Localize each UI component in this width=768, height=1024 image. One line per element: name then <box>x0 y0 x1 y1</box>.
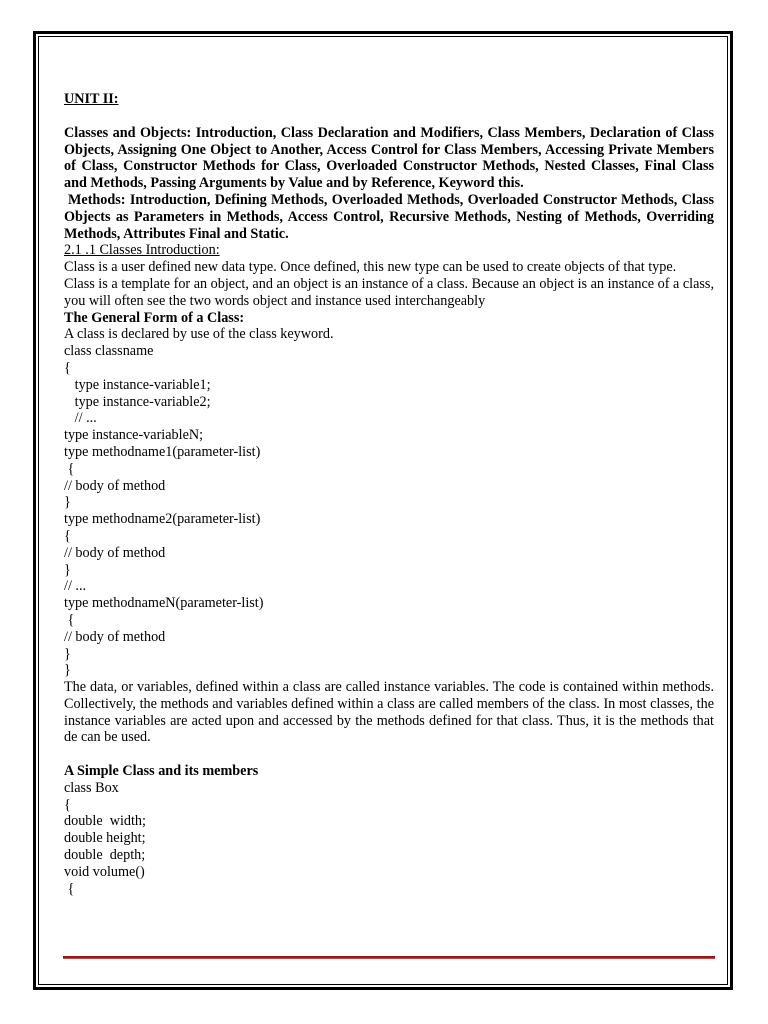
syllabus-classes: Classes and Objects: Introduction, Class Declaration and Modifiers, Class Members, Declaration of Class Objects, Assigning One Object to Another, Access Control for Class Members, Accessing Private Members of Class, Constructor Methods for Class, Overloaded Constructor Methods, Nested Classes, Final Class and Methods, Passing Arguments by Value and by Reference, Keyword this. <box>64 124 714 192</box>
code-line: } <box>64 662 71 679</box>
code-line: type instance-variable1; <box>64 376 211 393</box>
footer-rule <box>63 956 715 959</box>
code-line: // body of method <box>64 628 166 645</box>
code-line: // ... <box>64 578 87 595</box>
code-line: type methodname2(parameter-list) <box>64 511 261 528</box>
code-line: // body of method <box>64 544 166 561</box>
document-body <box>64 91 714 897</box>
code-line: } <box>64 561 71 578</box>
code-line: class Box <box>64 779 119 796</box>
code-line: double width; <box>64 813 146 830</box>
spacer <box>64 746 714 763</box>
code-line: } <box>64 645 71 662</box>
general-form-intro: A class is declared by use of the class keyword. <box>64 326 334 343</box>
code-line: class classname <box>64 343 154 360</box>
syllabus-methods: Methods: Introduction, Defining Methods, Overloaded Methods, Overloaded Constructor Methods, Class Objects as Parameters in Methods, Access Control, Recursive Methods, Nesting of Methods, Overriding Methods, Attributes Final and Static. <box>64 191 714 242</box>
code-line: { <box>64 460 75 477</box>
unit-title: UNIT II: <box>64 91 119 107</box>
code-line: type methodnameN(parameter-list) <box>64 595 264 612</box>
code-line: { <box>64 527 71 544</box>
code-line: type methodname1(parameter-list) <box>64 443 261 460</box>
section-title: 2.1 .1 Classes Introduction: <box>64 242 220 259</box>
code-line: { <box>64 611 75 628</box>
code-line: type instance-variableN; <box>64 427 204 444</box>
code-line: double height; <box>64 830 146 847</box>
code-line: // ... <box>64 410 97 427</box>
code-line: double depth; <box>64 847 146 864</box>
code-line: } <box>64 494 71 511</box>
intro-paragraph-2: Class is a template for an object, and an object is an instance of a class. Because an object is an instance of a class, you will often see the two words object and instance used interchangeably <box>64 275 714 309</box>
members-paragraph: The data, or variables, defined within a class are called instance variables. The code is contained within methods. Collectively, the methods and variables defined within a class are called members of the class. In most classes, the instance variables are acted upon and accessed by the methods defined for that class. Thus, it is the methods that de can be used. <box>64 679 714 746</box>
general-form-code <box>64 343 714 679</box>
intro-paragraph-1: Class is a user defined new data type. Once defined, this new type can be used to create objects of that type. <box>64 259 677 276</box>
code-line: // body of method <box>64 477 166 494</box>
code-line: { <box>64 359 71 376</box>
code-line: void volume() <box>64 863 145 880</box>
code-line: { <box>64 796 71 813</box>
code-line: type instance-variable2; <box>64 393 211 410</box>
simple-class-heading: A Simple Class and its members <box>64 763 259 780</box>
simple-class-code <box>64 780 714 898</box>
general-form-heading: The General Form of a Class: <box>64 309 245 326</box>
code-line: { <box>64 880 75 897</box>
